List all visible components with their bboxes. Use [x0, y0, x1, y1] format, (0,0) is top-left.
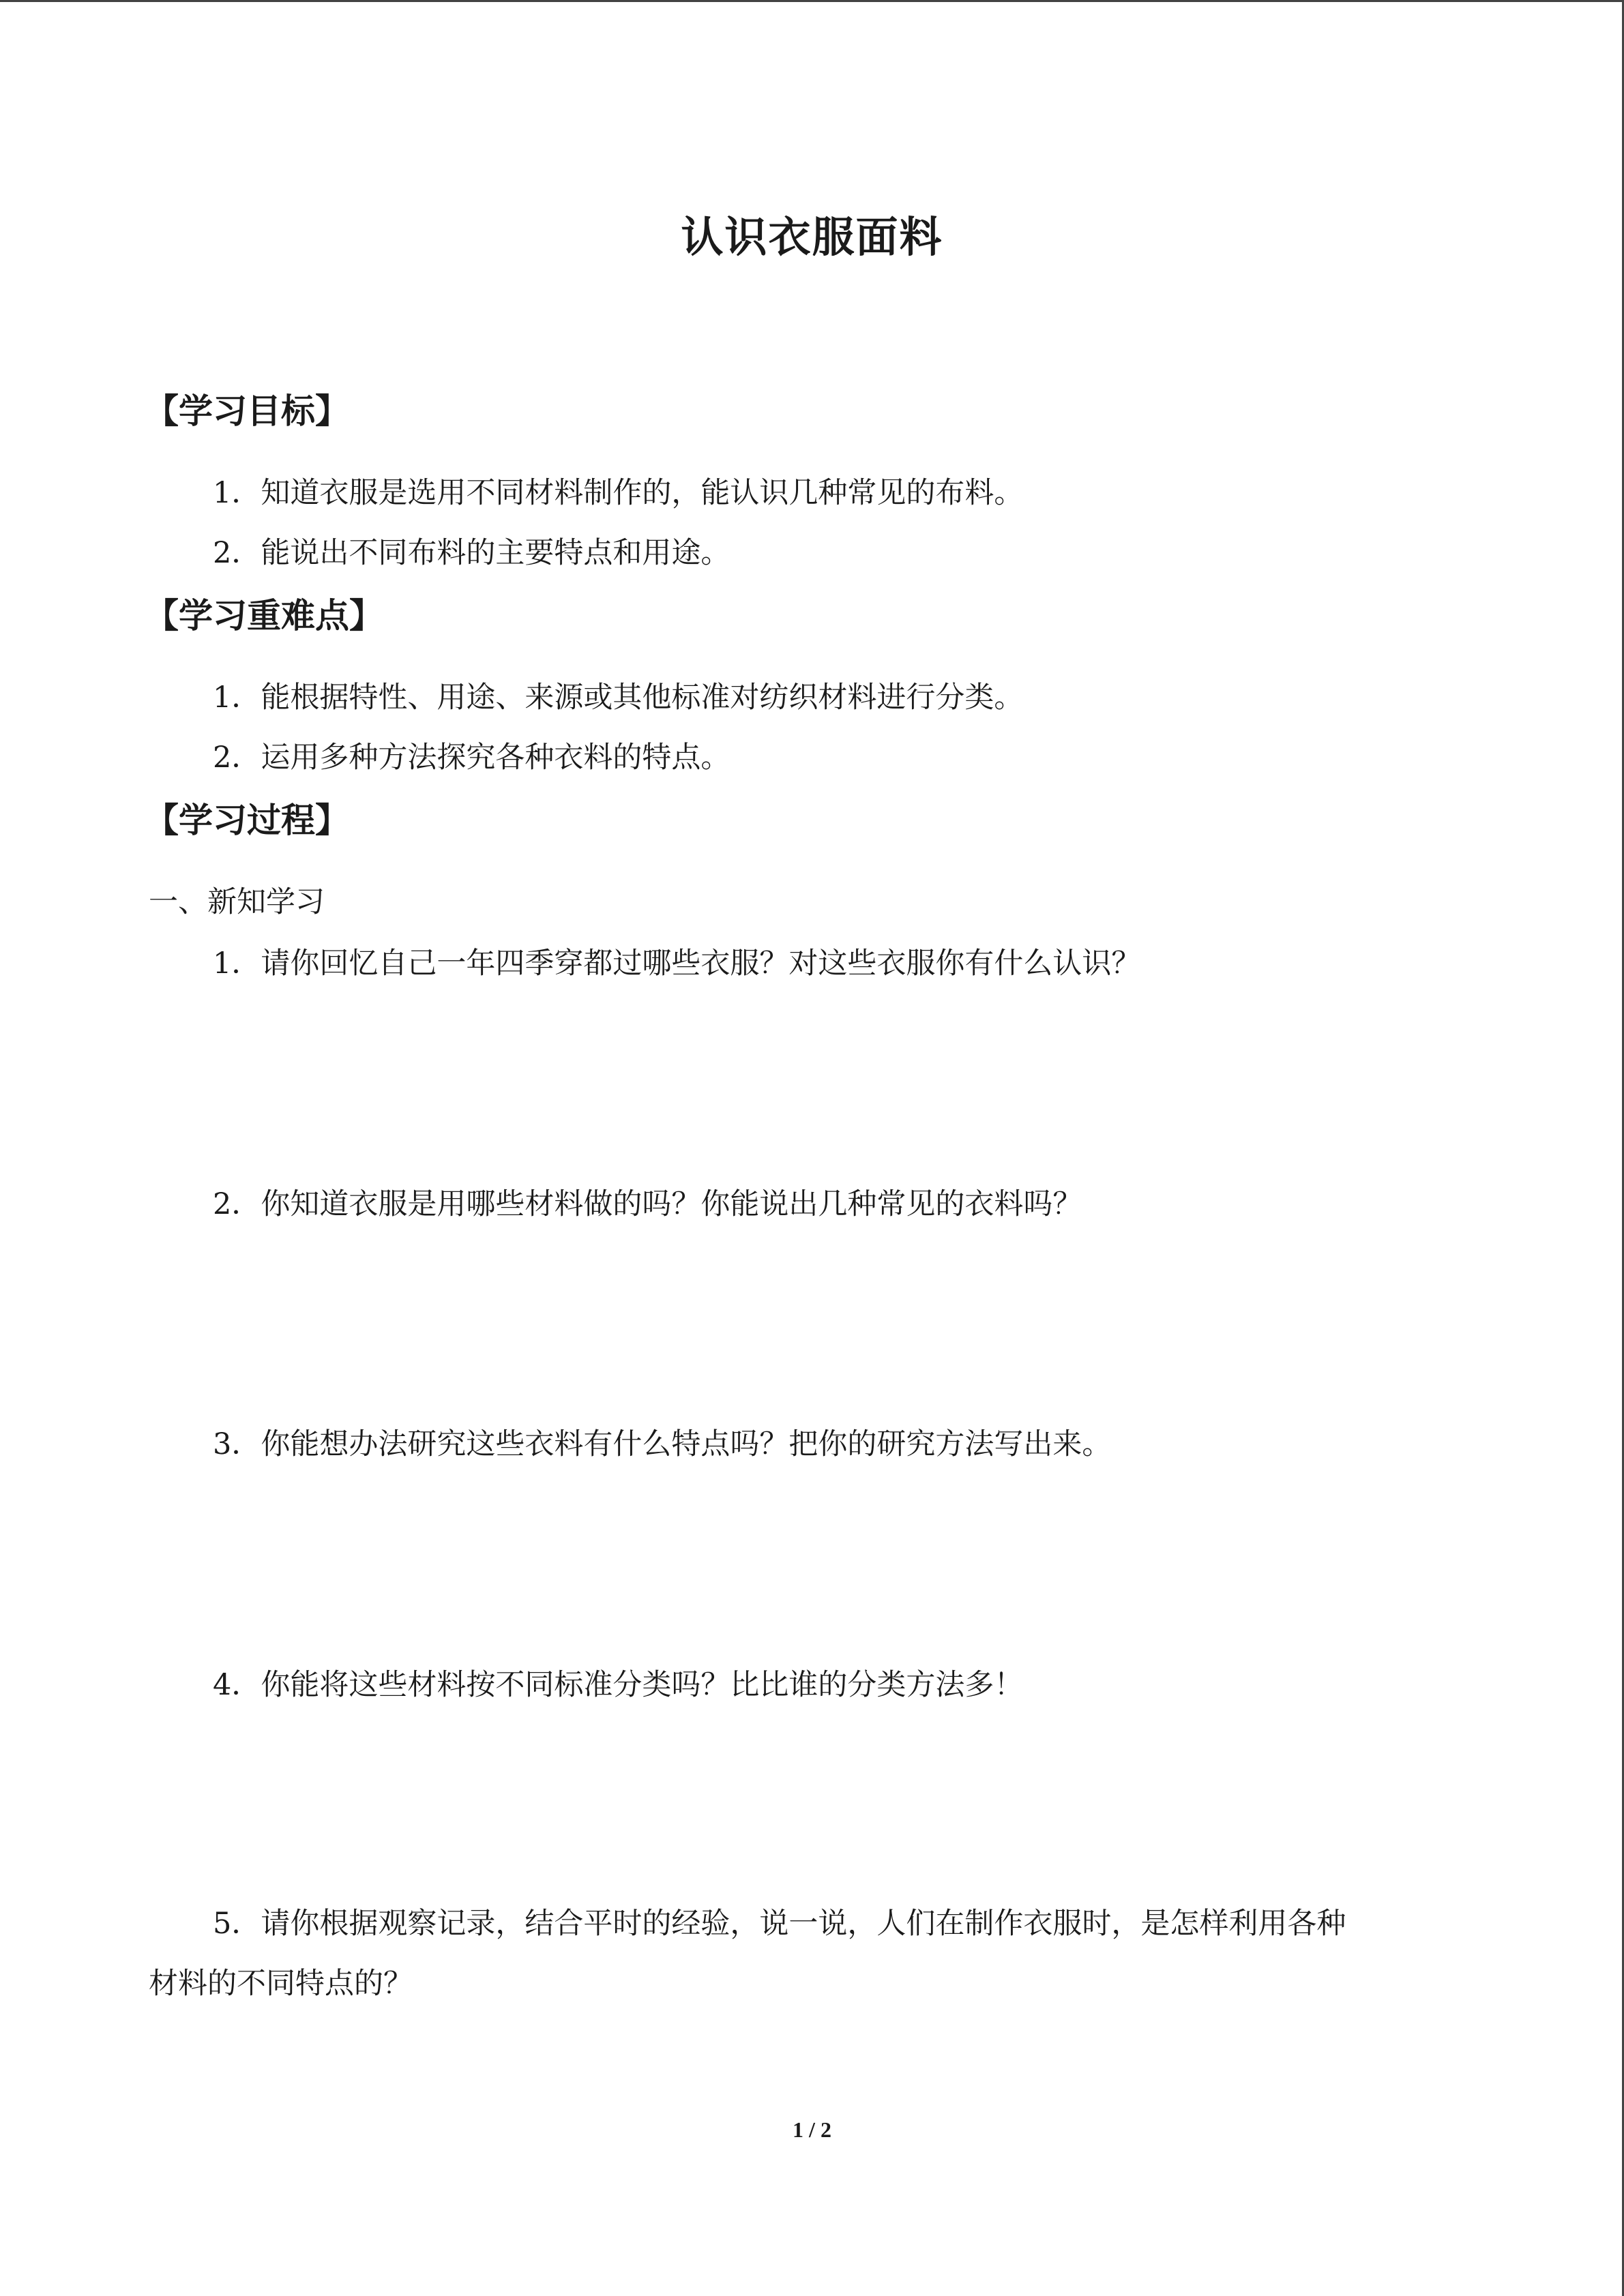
goal-item: 1．知道衣服是选用不同材料制作的，能认识几种常见的布料。	[213, 476, 1024, 510]
key-point-item: 2．运用多种方法探究各种衣料的特点。	[213, 741, 730, 775]
section-heading-process: 【学习过程】	[145, 801, 349, 840]
question-item-continuation: 材料的不同特点的？	[149, 1967, 413, 2001]
page-title: 认识衣服面料	[681, 212, 943, 262]
page-number: 1 / 2	[793, 2117, 831, 2142]
question-item: 4．你能将这些材料按不同标准分类吗？比比谁的分类方法多！	[213, 1668, 1024, 1702]
question-item: 5．请你根据观察记录，结合平时的经验，说一说，人们在制作衣服时，是怎样利用各种	[213, 1907, 1346, 1941]
key-point-item: 1．能根据特性、用途、来源或其他标准对纺织材料进行分类。	[213, 681, 1024, 715]
subsection-heading: 一、新知学习	[149, 885, 325, 919]
section-heading-key-points: 【学习重难点】	[145, 596, 383, 636]
section-heading-goals: 【学习目标】	[145, 391, 349, 431]
question-item: 3．你能想办法研究这些衣料有什么特点吗？把你的研究方法写出来。	[213, 1427, 1112, 1461]
question-item: 1．请你回忆自己一年四季穿都过哪些衣服？对这些衣服你有什么认识？	[213, 946, 1141, 981]
question-item: 2．你知道衣服是用哪些材料做的吗？你能说出几种常见的衣料吗？	[213, 1187, 1082, 1221]
goal-item: 2．能说出不同布料的主要特点和用途。	[213, 536, 730, 570]
